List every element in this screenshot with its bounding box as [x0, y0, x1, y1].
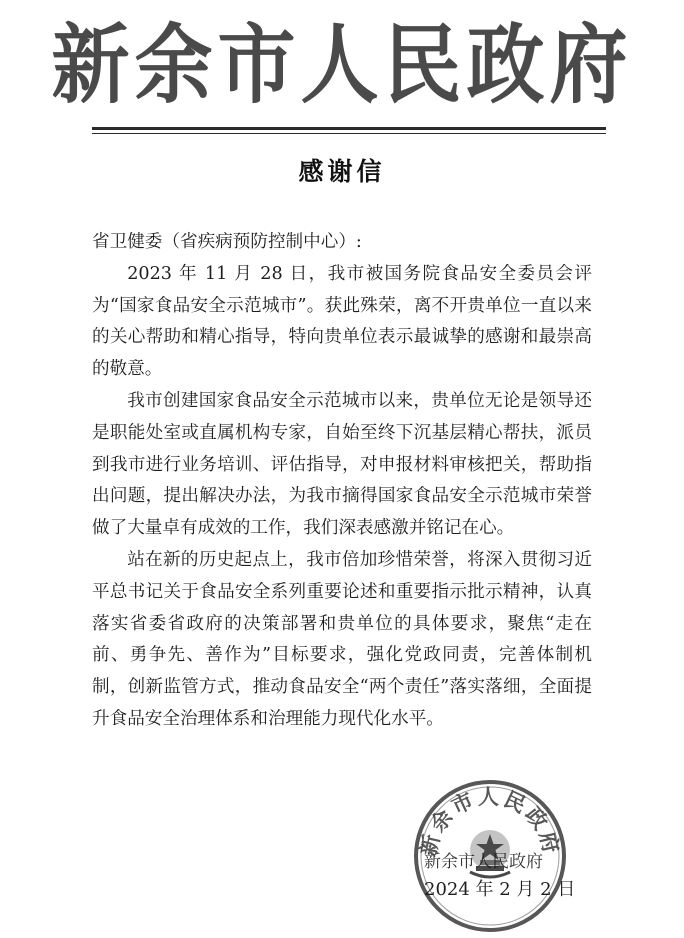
letterhead-title: 新余市人民政府 — [51, 16, 633, 116]
letterhead-rule-thick — [92, 127, 606, 130]
salutation: 省卫健委（省疾病预防控制中心）: — [92, 232, 362, 252]
paragraph-1: 2023 年 11 月 28 日，我市被国务院食品安全委员会评为“国家食品安全示范城市”。获此殊荣，离不开贵单位一直以来的关心帮助和精心指导，特向贵单位表示最诚挚的感谢和最崇高的敬意。 — [92, 263, 592, 380]
letter-body — [92, 227, 592, 736]
signature-org: 新余市人民政府 — [424, 852, 543, 872]
signature-block — [424, 848, 624, 904]
seal-arc-text: 新余市人民政府 — [416, 785, 564, 859]
letterhead-rule-thin — [92, 133, 606, 134]
letter-title: 感谢信 — [298, 157, 386, 186]
paragraph-3: 站在新的历史起点上，我市倍加珍惜荣誉，将深入贯彻习近平总书记关于食品安全系列重要论述和重要指示批示精神，认真落实省委省政府的决策部署和贵单位的具体要求，聚焦“走在前、勇争先、善作为”目标要求，强化党政同责，完善体制机制，创新监管方式，推动食品安全“两个责任”落实落细，全面提升食品安全治理体系和治理能力现代化水平。 — [92, 549, 592, 729]
paragraph-2: 我市创建国家食品安全示范城市以来，贵单位无论是领导还是职能处室或直属机构专家，自始至终下沉基层精心帮扶，派员到我市进行业务培训、评估指导，对申报材料审核把关，帮助指出问题，提出解决办法，为我市摘得国家食品安全示范城市荣誉做了大量卓有成效的工作，我们深表感激并铭记在心。 — [92, 390, 592, 539]
signature-date: 2024 年 2 月 2 日 — [424, 879, 576, 900]
